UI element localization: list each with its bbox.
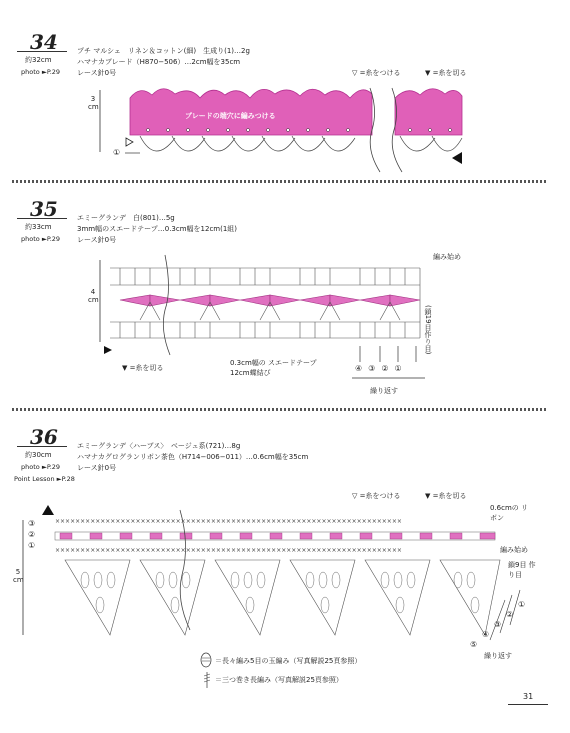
row-marker: ③ [368, 364, 376, 373]
pattern-number-35: 35 [30, 197, 58, 221]
material-line: プチ マルシェ リネン＆コットン(細) 生成り(1)…2g [77, 47, 250, 55]
material-line: レース針0号 [77, 464, 117, 472]
finished-size: 約33cm [25, 223, 52, 231]
row-marker: ① [113, 148, 121, 157]
height-label: 3 cm [88, 95, 99, 111]
repeat-label: 繰り返す [370, 387, 398, 395]
row-marker: ④ [482, 630, 490, 639]
height-label: 5 cm [13, 568, 24, 584]
row-marker: ④ [355, 364, 363, 373]
materials-list [77, 441, 308, 474]
row-markers [355, 364, 402, 373]
row-marker: ⑤ [470, 640, 478, 649]
triple-treble-icon [202, 672, 212, 688]
divider [17, 218, 67, 219]
section-separator [12, 408, 548, 411]
photo-reference: photo ►P.29 [21, 235, 61, 243]
chain-label: 鎖9目 作り目 [508, 561, 536, 579]
svg-text:××××××××××××××××××××××××××××××: ××××××××××××××××××××××××××××××××××××××××××××××××××××××××××××××××××××× [55, 547, 402, 554]
legend-attach-yarn: ▽ =糸をつける [352, 69, 401, 77]
photo-reference: photo ►P.29 [21, 68, 61, 76]
material-line: 3mm幅のスエードテープ…0.3cm幅を12cm(1組) [77, 225, 238, 233]
divider [17, 51, 67, 52]
row-marker: ① [518, 600, 526, 609]
row-marker: ① [394, 364, 402, 373]
repeat-label: 繰り返す [484, 652, 512, 660]
section-separator [12, 180, 548, 183]
legend-cut-yarn: ▼ =糸を切る [425, 492, 467, 500]
pattern-number-34: 34 [30, 30, 58, 54]
suede-label: 0.3cm幅の スエードテープ12cm蝶結び [230, 359, 317, 377]
photo-reference: photo ►P.29 [21, 463, 61, 471]
material-line: エミーグランデ〈ハーブス〉 ベージュ系(721)…8g [77, 442, 241, 450]
bobble-stitch-icon [200, 652, 212, 670]
legend-cut-yarn: ▼ =糸を切る [122, 364, 164, 372]
page-number: 31 [523, 692, 534, 701]
braid-label: ブレードの端穴に編みつける [185, 112, 276, 120]
diagram-36 [0, 505, 570, 665]
pattern-number-36: 36 [30, 425, 58, 449]
materials-list [77, 46, 250, 79]
chain-label: (鎖19目作り目) [424, 305, 432, 355]
legend-attach-yarn: ▽ =糸をつける [352, 492, 401, 500]
symbol-note: ＝長々編み5目の玉編み（写真解説25頁参照） [215, 657, 362, 665]
material-line: レース針0号 [77, 69, 117, 77]
height-label: 4 cm [88, 288, 99, 304]
material-line: レース針0号 [77, 236, 117, 244]
row-marker: ② [506, 610, 514, 619]
diagram-34 [0, 80, 570, 180]
materials-list [77, 213, 237, 246]
finished-size: 約32cm [25, 56, 52, 64]
ribbon-label: 0.6cmの リボン [490, 504, 529, 522]
svg-text:××××××××××××××××××××××××××××××: ××××××××××××××××××××××××××××××××××××××××××××××××××××××××××××××××××××× [55, 518, 402, 525]
row-marker: ③ [494, 620, 502, 629]
finished-size: 約30cm [25, 451, 52, 459]
row-marker: ③ [28, 519, 36, 528]
material-line: エミーグランデ 白(801)…5g [77, 214, 175, 222]
divider [17, 446, 67, 447]
page-number-rule [508, 704, 548, 705]
start-label: 編み始め [433, 253, 461, 261]
row-marker: ② [28, 530, 36, 539]
start-label: 編み始め [500, 546, 528, 554]
material-line: ハマナカブレード（H870−506）…2cm幅を35cm [77, 58, 241, 66]
row-marker: ② [381, 364, 389, 373]
symbol-note: ＝三つ巻き長編み（写真解説25頁参照） [215, 676, 343, 684]
point-lesson-reference: Point Lesson ►P.28 [14, 475, 75, 483]
material-line: ハマナカグログランリボン茶色（H714−006−011）…0.6cm幅を35cm [77, 453, 309, 461]
row-marker: ① [28, 541, 36, 550]
legend-cut-yarn: ▼ =糸を切る [425, 69, 467, 77]
braid-right [395, 89, 462, 135]
